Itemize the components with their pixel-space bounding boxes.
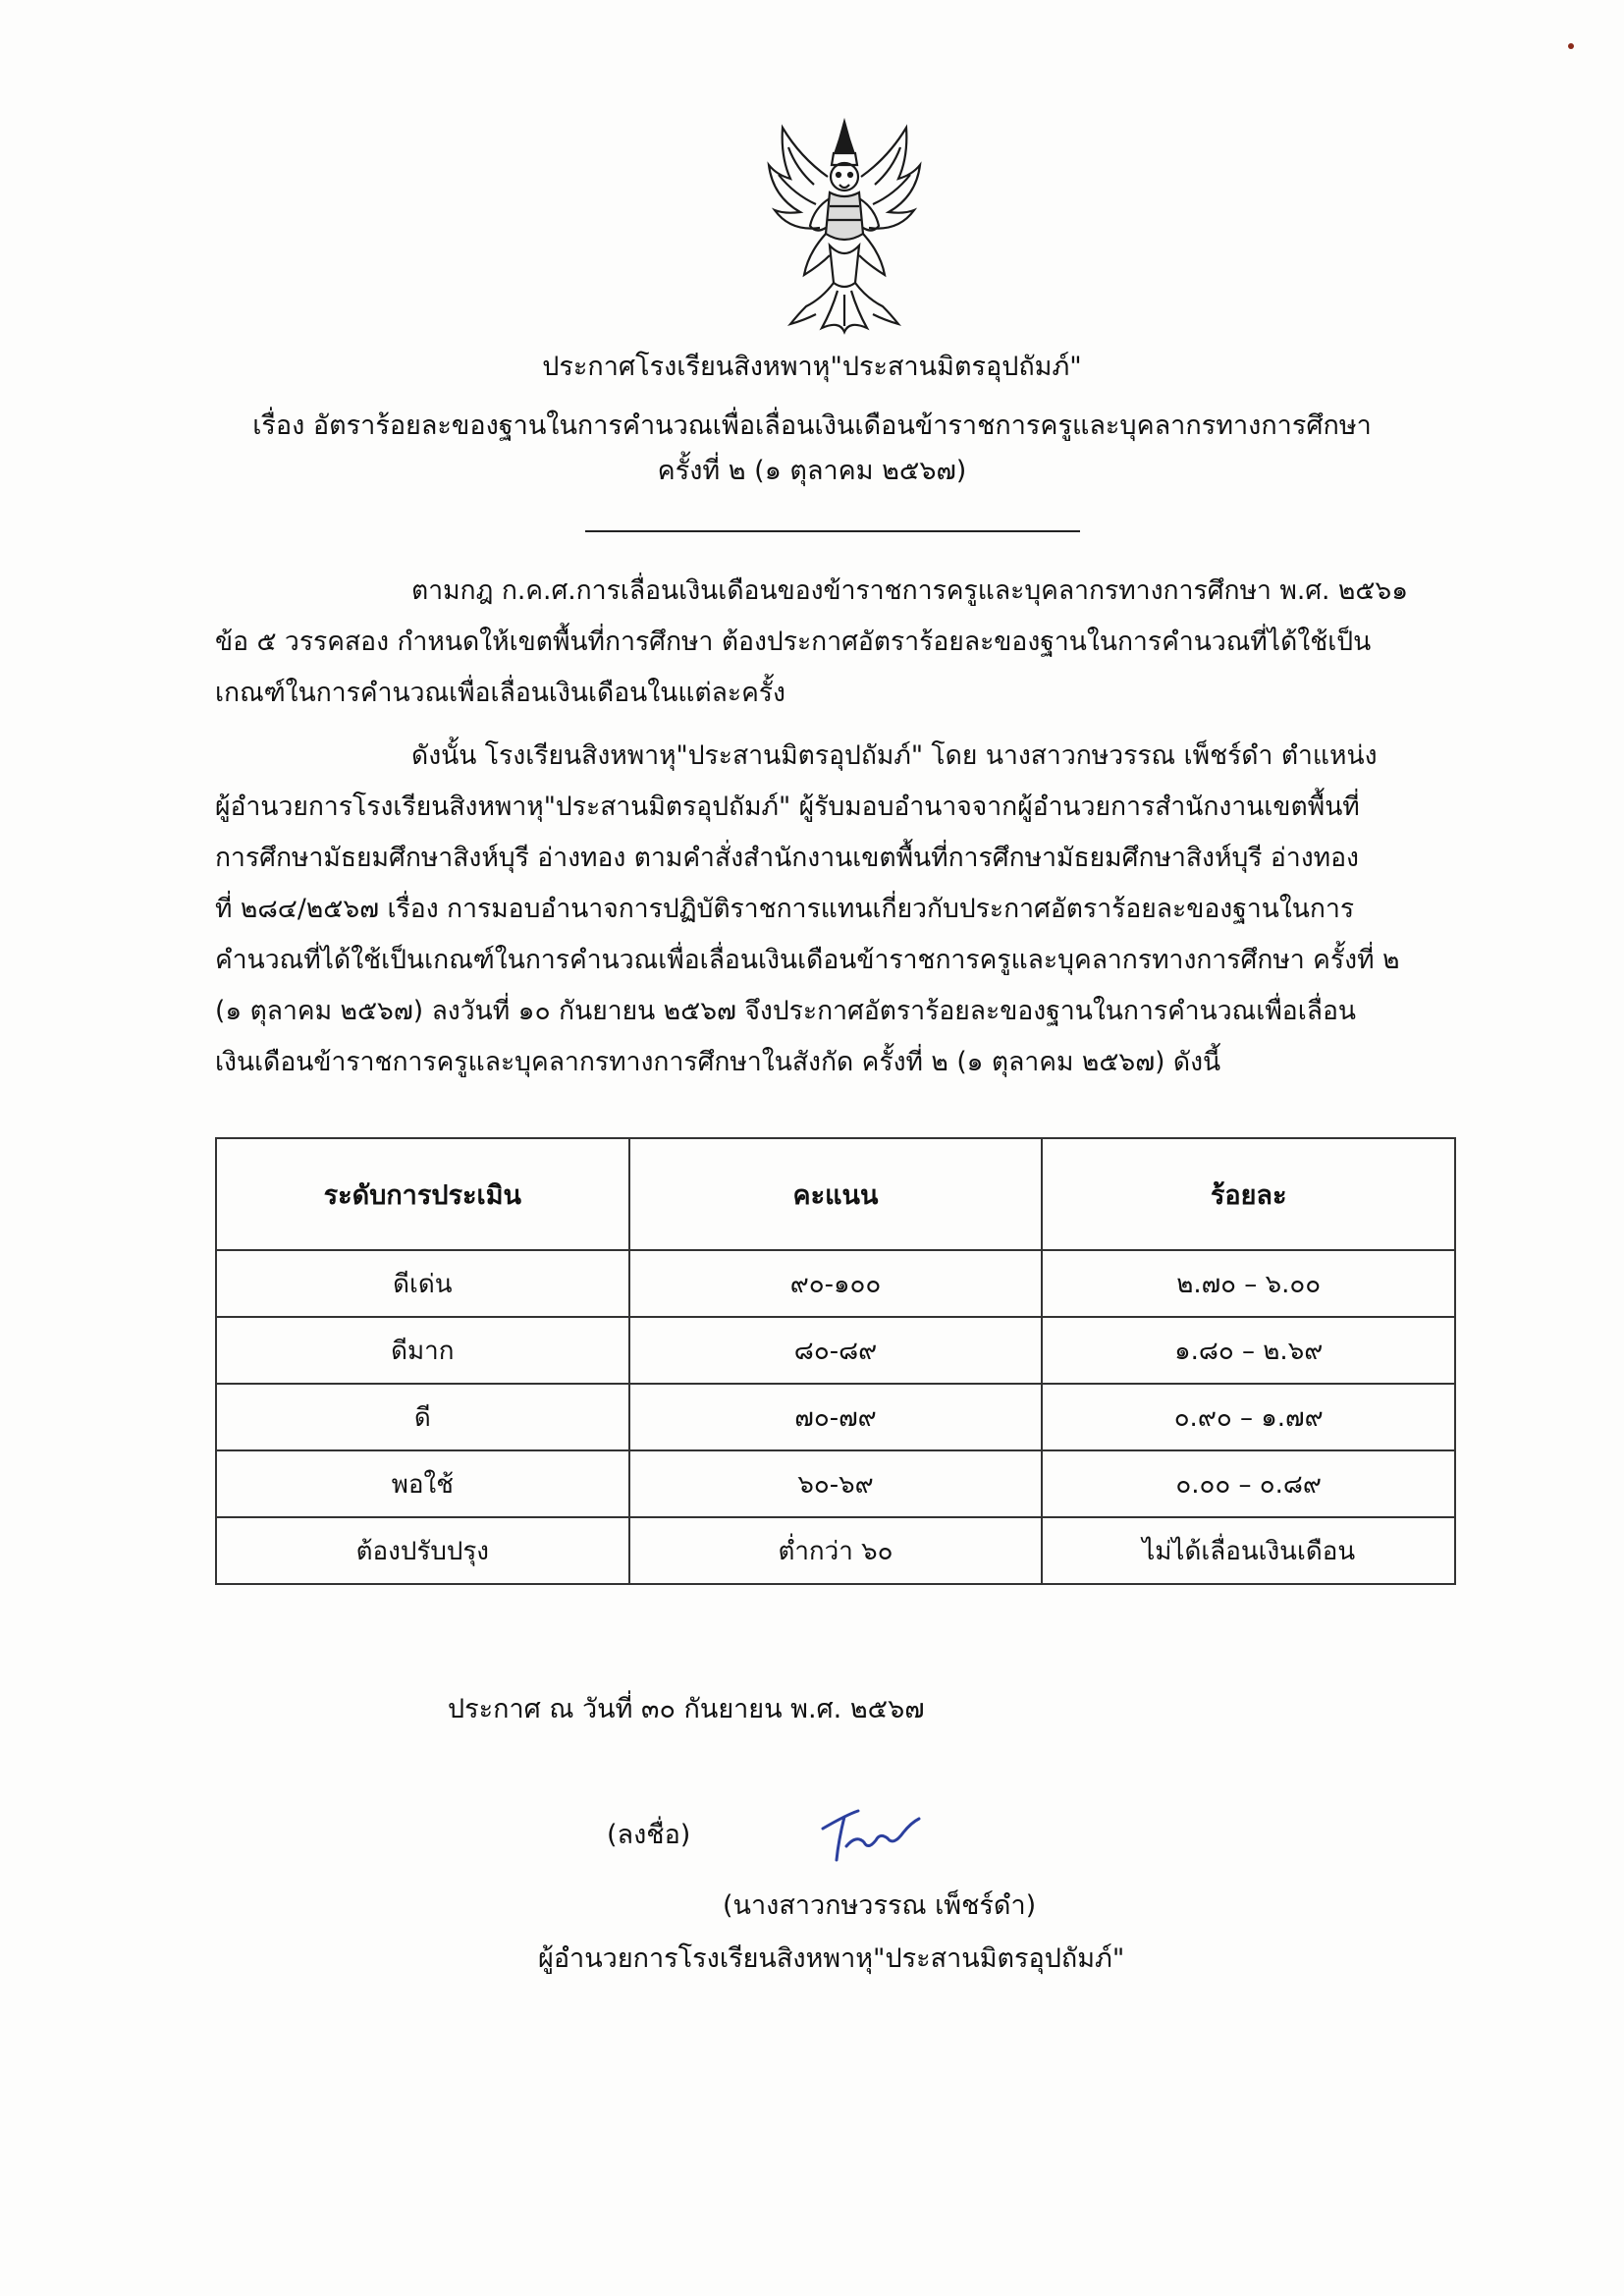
cell-level: ต้องปรับปรุง (216, 1517, 629, 1584)
signer-name: (นางสาวกษวรรณ เพ็ชร์ดำ) (723, 1890, 1037, 1921)
cell-level: ดีเด่น (216, 1250, 629, 1317)
table-header-row (216, 1138, 1455, 1250)
cell-percent: ๒.๗๐ – ๖.๐๐ (1042, 1250, 1455, 1317)
paper-speck (1568, 43, 1574, 49)
cell-percent: ๑.๘๐ – ๒.๖๙ (1042, 1317, 1455, 1384)
announcement-subject: เรื่อง อัตราร้อยละของฐานในการคำนวณเพื่อเลื่อนเงินเดือนข้าราชการครูและบุคลากรทางการศึกษา (252, 410, 1372, 441)
cell-score: ๙๐-๑๐๐ (629, 1250, 1043, 1317)
cell-percent: ๐.๐๐ – ๐.๘๙ (1042, 1450, 1455, 1517)
cell-level: ดี (216, 1384, 629, 1450)
table-row (216, 1384, 1455, 1450)
paragraph-2-line: การศึกษามัธยมศึกษาสิงห์บุรี อ่างทอง ตามคำสั่งสำนักงานเขตพื้นที่การศึกษามัธยมศึกษาสิงห์บุรี อ่างทอง (215, 843, 1359, 873)
table-row (216, 1317, 1455, 1384)
signer-title: ผู้อำนวยการโรงเรียนสิงหพาหุ"ประสานมิตรอุปถัมภ์" (538, 1943, 1125, 1974)
cell-percent: ๐.๙๐ – ๑.๗๙ (1042, 1384, 1455, 1450)
garuda-emblem-icon (761, 118, 928, 339)
cell-score: ต่ำกว่า ๖๐ (629, 1517, 1043, 1584)
table-row (216, 1250, 1455, 1317)
paragraph-2-line: คำนวณที่ได้ใช้เป็นเกณฑ์ในการคำนวณเพื่อเลื่อนเงินเดือนข้าราชการครูและบุคลากรทางการศึกษา ครั้งที่ ๒ (215, 945, 1400, 975)
table-row (216, 1450, 1455, 1517)
cell-level: ดีมาก (216, 1317, 629, 1384)
announcement-round: ครั้งที่ ๒ (๑ ตุลาคม ๒๕๖๗) (657, 456, 967, 486)
cell-score: ๖๐-๖๙ (629, 1450, 1043, 1517)
paragraph-1-line: เกณฑ์ในการคำนวณเพื่อเลื่อนเงินเดือนในแต่ละครั้ง (215, 678, 785, 708)
header-divider (585, 530, 1080, 532)
paragraph-1-line: ข้อ ๕ วรรคสอง กำหนดให้เขตพื้นที่การศึกษา ต้องประกาศอัตราร้อยละของฐานในการคำนวณที่ได้ใช้เป็น (215, 627, 1372, 657)
paragraph-2-line: ผู้อำนวยการโรงเรียนสิงหพาหุ"ประสานมิตรอุปถัมภ์" ผู้รับมอบอำนาจจากผู้อำนวยการสำนักงานเขตพื้นที่ (215, 792, 1360, 822)
paragraph-2-line: (๑ ตุลาคม ๒๕๖๗) ลงวันที่ ๑๐ กันยายน ๒๕๖๗ จึงประกาศอัตราร้อยละของฐานในการคำนวณเพื่อเลื่อน (215, 996, 1357, 1026)
column-header-level: ระดับการประเมิน (216, 1138, 629, 1250)
paragraph-2-line: ดังนั้น โรงเรียนสิงหพาหุ"ประสานมิตรอุปถัมภ์" โดย นางสาวกษวรรณ เพ็ชร์ดำ ตำแหน่ง (411, 740, 1378, 771)
cell-score: ๘๐-๘๙ (629, 1317, 1043, 1384)
column-header-percent: ร้อยละ (1042, 1138, 1455, 1250)
paragraph-2-line: เงินเดือนข้าราชการครูและบุคลากรทางการศึกษาในสังกัด ครั้งที่ ๒ (๑ ตุลาคม ๒๕๖๗) ดังนี้ (215, 1047, 1221, 1077)
announcement-date: ประกาศ ณ วันที่ ๓๐ กันยายน พ.ศ. ๒๕๖๗ (448, 1694, 925, 1724)
evaluation-criteria-table (215, 1137, 1456, 1585)
paragraph-2-line: ที่ ๒๘๔/๒๕๖๗ เรื่อง การมอบอำนาจการปฏิบัติราชการแทนเกี่ยวกับประกาศอัตราร้อยละของฐานในการ (215, 894, 1355, 924)
table-row (216, 1517, 1455, 1584)
column-header-score: คะแนน (629, 1138, 1043, 1250)
paragraph-1-line: ตามกฎ ก.ค.ศ.การเลื่อนเงินเดือนของข้าราชการครูและบุคลากรทางการศึกษา พ.ศ. ๒๕๖๑ (411, 575, 1409, 606)
cell-percent: ไม่ได้เลื่อนเงินเดือน (1042, 1517, 1455, 1584)
sign-label: (ลงชื่อ) (607, 1820, 691, 1850)
handwritten-signature (817, 1807, 925, 1866)
cell-level: พอใช้ (216, 1450, 629, 1517)
cell-score: ๗๐-๗๙ (629, 1384, 1043, 1450)
announcement-title: ประกาศโรงเรียนสิงหพาหุ"ประสานมิตรอุปถัมภ์" (542, 352, 1082, 382)
